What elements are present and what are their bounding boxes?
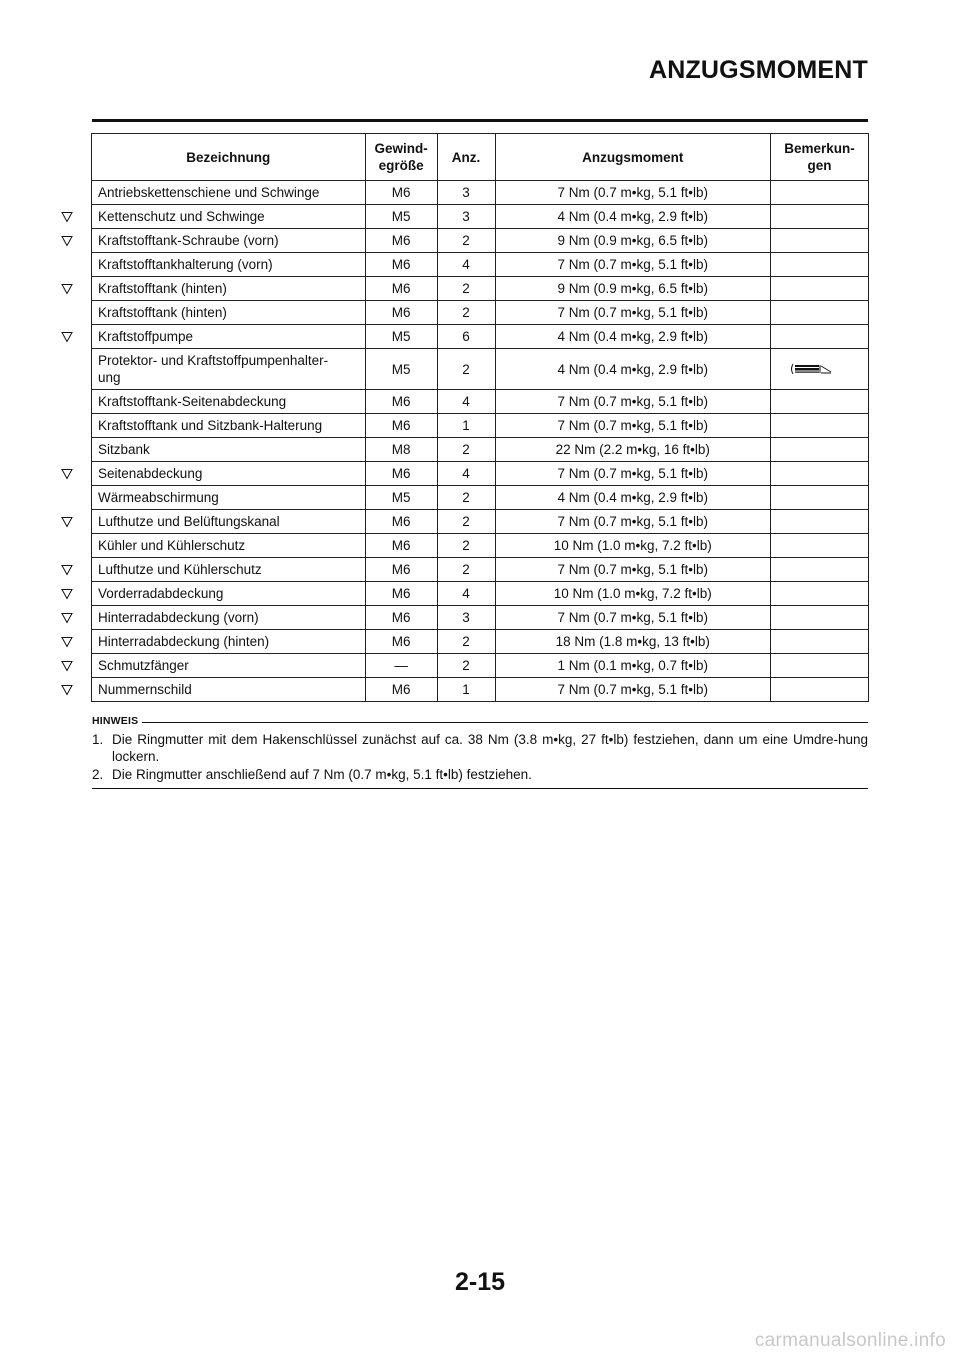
triangle-marker-icon (61, 468, 73, 480)
page-number: 2-15 (454, 1268, 506, 1296)
title-rule (92, 119, 868, 122)
cell-anzahl: 2 (437, 301, 495, 325)
cell-bezeichnung (92, 325, 366, 349)
cell-gewindegroesse: M6 (365, 582, 437, 606)
cell-anzahl: 1 (437, 678, 495, 702)
column-header-bezeichnung: Bezeichnung (92, 134, 366, 181)
triangle-marker-icon (61, 235, 73, 247)
triangle-marker-icon (61, 660, 73, 672)
table-row (92, 181, 869, 205)
table-row (92, 390, 869, 414)
triangle-marker-icon (61, 283, 73, 295)
cell-bezeichnung (92, 438, 366, 462)
cell-gewindegroesse: M6 (365, 277, 437, 301)
cell-bemerkungen (771, 486, 869, 510)
cell-gewindegroesse: M5 (365, 349, 437, 390)
cell-anzugsmoment: 7 Nm (0.7 m•kg, 5.1 ft•lb) (495, 606, 770, 630)
cell-anzugsmoment: 7 Nm (0.7 m•kg, 5.1 ft•lb) (495, 510, 770, 534)
watermark: carmanualsonline.info (754, 1330, 946, 1351)
cell-bezeichnung-text: Kraftstofftank und Sitzbank-Halterung (98, 418, 323, 433)
cell-anzahl: 2 (437, 534, 495, 558)
table-row (92, 205, 869, 229)
cell-anzugsmoment: 4 Nm (0.4 m•kg, 2.9 ft•lb) (495, 486, 770, 510)
cell-bezeichnung (92, 582, 366, 606)
column-header-bemerkungen: Bemerkun- gen (771, 134, 869, 181)
table-row (92, 325, 869, 349)
cell-bezeichnung-text: Kraftstofftank-Seitenabdeckung (98, 394, 287, 409)
cell-gewindegroesse: M6 (365, 301, 437, 325)
table-row (92, 229, 869, 253)
table-row (92, 486, 869, 510)
cell-bezeichnung (92, 606, 366, 630)
cell-bemerkungen (771, 390, 869, 414)
cell-gewindegroesse: M6 (365, 534, 437, 558)
cell-anzugsmoment: 10 Nm (1.0 m•kg, 7.2 ft•lb) (495, 534, 770, 558)
cell-bezeichnung-text: Kraftstofftank-Schraube (vorn) (98, 233, 279, 248)
note-text: Die Ringmutter anschließend auf 7 Nm (0.7 m•kg, 5.1 ft•lb) festziehen. (112, 767, 532, 782)
table-row (92, 606, 869, 630)
cell-bemerkungen (771, 582, 869, 606)
note-rule (142, 722, 868, 723)
cell-bezeichnung (92, 510, 366, 534)
cell-anzahl: 2 (437, 277, 495, 301)
cell-bemerkungen (771, 510, 869, 534)
cell-anzugsmoment: 4 Nm (0.4 m•kg, 2.9 ft•lb) (495, 205, 770, 229)
cell-bezeichnung (92, 390, 366, 414)
cell-bezeichnung-text: Kettenschutz und Schwinge (98, 209, 265, 224)
cell-bezeichnung-text: Kraftstofftank (hinten) (98, 281, 227, 296)
torque-table (91, 133, 869, 702)
cell-gewindegroesse: M6 (365, 678, 437, 702)
note-section (92, 715, 868, 784)
cell-bezeichnung (92, 349, 366, 390)
cell-anzahl: 2 (437, 630, 495, 654)
cell-bezeichnung-text: Kraftstofftankhalterung (vorn) (98, 257, 273, 272)
cell-bezeichnung-text: Sitzbank (98, 442, 150, 457)
triangle-marker-icon (61, 588, 73, 600)
cell-bezeichnung-text: Schmutzfänger (98, 658, 189, 673)
cell-anzahl: 3 (437, 205, 495, 229)
cell-gewindegroesse: M6 (365, 390, 437, 414)
cell-bezeichnung (92, 486, 366, 510)
table-row (92, 414, 869, 438)
table-row (92, 654, 869, 678)
note-header (92, 715, 868, 727)
cell-gewindegroesse: M6 (365, 462, 437, 486)
cell-gewindegroesse: M6 (365, 630, 437, 654)
note-item (92, 766, 868, 783)
cell-anzugsmoment: 4 Nm (0.4 m•kg, 2.9 ft•lb) (495, 349, 770, 390)
table-row (92, 438, 869, 462)
cell-anzugsmoment: 9 Nm (0.9 m•kg, 6.5 ft•lb) (495, 229, 770, 253)
triangle-marker-icon (61, 564, 73, 576)
note-number: 2. (92, 767, 104, 782)
cell-gewindegroesse: M5 (365, 486, 437, 510)
cell-bemerkungen (771, 205, 869, 229)
cell-anzugsmoment: 7 Nm (0.7 m•kg, 5.1 ft•lb) (495, 181, 770, 205)
cell-bemerkungen (771, 181, 869, 205)
cell-bezeichnung-text: Kraftstofftank (hinten) (98, 305, 227, 320)
cell-bemerkungen (771, 534, 869, 558)
cell-anzahl: 2 (437, 510, 495, 534)
cell-anzahl: 4 (437, 253, 495, 277)
bottom-rule (92, 788, 868, 789)
cell-anzahl: 2 (437, 349, 495, 390)
cell-bezeichnung (92, 630, 366, 654)
note-item (92, 731, 868, 765)
table-row (92, 582, 869, 606)
column-header-anzahl: Anz. (437, 134, 495, 181)
table-row (92, 510, 869, 534)
cell-bemerkungen (771, 325, 869, 349)
cell-gewindegroesse: M6 (365, 253, 437, 277)
cell-gewindegroesse: M6 (365, 181, 437, 205)
cell-anzugsmoment: 9 Nm (0.9 m•kg, 6.5 ft•lb) (495, 277, 770, 301)
cell-bemerkungen (771, 630, 869, 654)
cell-anzahl: 2 (437, 486, 495, 510)
note-text: Die Ringmutter mit dem Hakenschlüssel zunächst auf ca. 38 Nm (3.8 m•kg, 27 ft•lb) festziehen, dann um eine Umdre-hung lockern. (112, 732, 868, 764)
cell-gewindegroesse: M6 (365, 558, 437, 582)
cell-bezeichnung (92, 301, 366, 325)
cell-anzahl: 4 (437, 462, 495, 486)
table-row (92, 678, 869, 702)
note-list (92, 731, 868, 783)
cell-bezeichnung (92, 181, 366, 205)
table-row (92, 630, 869, 654)
table-row (92, 462, 869, 486)
cell-gewindegroesse: — (365, 654, 437, 678)
cell-anzahl: 2 (437, 438, 495, 462)
table-row (92, 558, 869, 582)
cell-bezeichnung (92, 277, 366, 301)
cell-anzahl: 3 (437, 606, 495, 630)
cell-anzugsmoment: 7 Nm (0.7 m•kg, 5.1 ft•lb) (495, 253, 770, 277)
cell-anzahl: 2 (437, 558, 495, 582)
cell-bemerkungen (771, 229, 869, 253)
cell-anzugsmoment: 22 Nm (2.2 m•kg, 16 ft•lb) (495, 438, 770, 462)
cell-bemerkungen (771, 301, 869, 325)
cell-bezeichnung-text: Seitenabdeckung (98, 466, 203, 481)
cell-anzahl: 3 (437, 181, 495, 205)
cell-gewindegroesse: M6 (365, 229, 437, 253)
cell-anzugsmoment: 18 Nm (1.8 m•kg, 13 ft•lb) (495, 630, 770, 654)
cell-anzugsmoment: 7 Nm (0.7 m•kg, 5.1 ft•lb) (495, 414, 770, 438)
cell-gewindegroesse: M5 (365, 325, 437, 349)
column-header-anzugsmoment: Anzugsmoment (495, 134, 770, 181)
cell-bezeichnung (92, 654, 366, 678)
cell-anzahl: 1 (437, 414, 495, 438)
cell-bezeichnung-text: Kraftstoffpumpe (98, 329, 194, 344)
cell-anzugsmoment: 7 Nm (0.7 m•kg, 5.1 ft•lb) (495, 678, 770, 702)
cell-bezeichnung (92, 253, 366, 277)
cell-anzugsmoment: 4 Nm (0.4 m•kg, 2.9 ft•lb) (495, 325, 770, 349)
cell-anzugsmoment: 10 Nm (1.0 m•kg, 7.2 ft•lb) (495, 582, 770, 606)
cell-bezeichnung-text: Vorderradabdeckung (98, 586, 224, 601)
triangle-marker-icon (61, 612, 73, 624)
cell-anzugsmoment: 7 Nm (0.7 m•kg, 5.1 ft•lb) (495, 462, 770, 486)
cell-bemerkungen (771, 558, 869, 582)
cell-bemerkungen (771, 253, 869, 277)
table-row (92, 301, 869, 325)
cell-anzahl: 6 (437, 325, 495, 349)
cell-anzugsmoment: 1 Nm (0.1 m•kg, 0.7 ft•lb) (495, 654, 770, 678)
cell-bezeichnung-text: Hinterradabdeckung (hinten) (98, 634, 270, 649)
triangle-marker-icon (61, 636, 73, 648)
table-row (92, 253, 869, 277)
cell-bezeichnung-text: Kühler und Kühlerschutz (98, 538, 246, 553)
cell-bezeichnung-text: Hinterradabdeckung (vorn) (98, 610, 259, 625)
table-row (92, 349, 869, 390)
cell-bezeichnung (92, 678, 366, 702)
triangle-marker-icon (61, 331, 73, 343)
triangle-marker-icon (61, 516, 73, 528)
cell-bemerkungen (771, 277, 869, 301)
cell-bezeichnung (92, 205, 366, 229)
page-title: ANZUGSMOMENT (648, 56, 868, 84)
table-row (92, 534, 869, 558)
cell-bezeichnung-text: Lufthutze und Belüftungskanal (98, 514, 280, 529)
cell-gewindegroesse: M6 (365, 606, 437, 630)
cell-bezeichnung-text: Wärmeabschirmung (98, 490, 219, 505)
cell-bezeichnung (92, 462, 366, 486)
cell-bemerkungen (771, 349, 869, 390)
cell-gewindegroesse: M8 (365, 438, 437, 462)
note-number: 1. (92, 732, 104, 747)
triangle-marker-icon (61, 684, 73, 696)
cell-anzugsmoment: 7 Nm (0.7 m•kg, 5.1 ft•lb) (495, 301, 770, 325)
cell-bezeichnung (92, 534, 366, 558)
cell-gewindegroesse: M5 (365, 205, 437, 229)
locktite-icon (785, 361, 855, 377)
table-header-row (92, 134, 869, 181)
cell-anzugsmoment: 7 Nm (0.7 m•kg, 5.1 ft•lb) (495, 390, 770, 414)
cell-bemerkungen (771, 654, 869, 678)
cell-anzahl: 2 (437, 229, 495, 253)
column-header-gewindegroesse: Gewind- egröße (365, 134, 437, 181)
cell-gewindegroesse: M6 (365, 414, 437, 438)
cell-bezeichnung-text: Protektor- und Kraftstoffpumpenhalter- ung (98, 353, 329, 385)
cell-anzahl: 4 (437, 390, 495, 414)
triangle-marker-icon (61, 211, 73, 223)
cell-bemerkungen (771, 438, 869, 462)
cell-bemerkungen (771, 462, 869, 486)
cell-bezeichnung-text: Antriebskettenschiene und Schwinge (98, 185, 320, 200)
cell-anzugsmoment: 7 Nm (0.7 m•kg, 5.1 ft•lb) (495, 558, 770, 582)
cell-gewindegroesse: M6 (365, 510, 437, 534)
cell-bemerkungen (771, 414, 869, 438)
cell-bezeichnung (92, 229, 366, 253)
table-row (92, 277, 869, 301)
cell-bemerkungen (771, 606, 869, 630)
cell-anzahl: 2 (437, 654, 495, 678)
cell-bezeichnung-text: Lufthutze und Kühlerschutz (98, 562, 262, 577)
cell-bemerkungen (771, 678, 869, 702)
cell-anzahl: 4 (437, 582, 495, 606)
cell-bezeichnung-text: Nummernschild (98, 682, 192, 697)
cell-bezeichnung (92, 558, 366, 582)
note-label: HINWEIS (92, 715, 139, 727)
cell-bezeichnung (92, 414, 366, 438)
